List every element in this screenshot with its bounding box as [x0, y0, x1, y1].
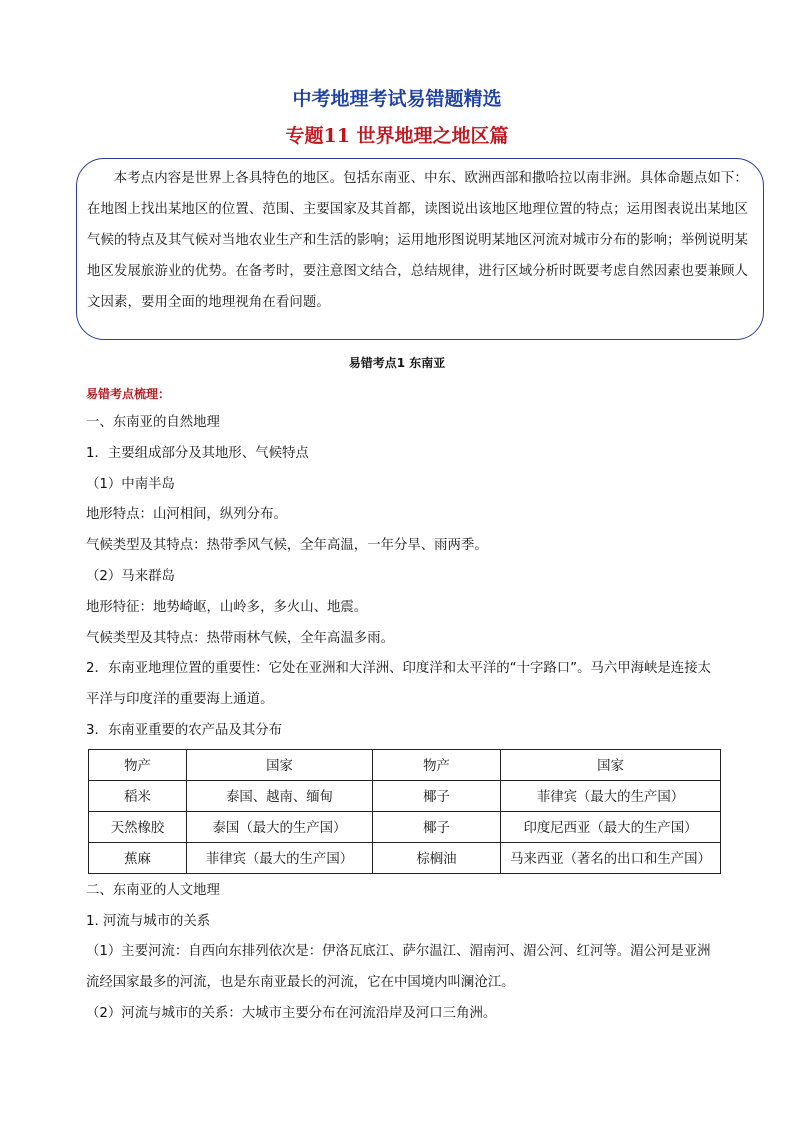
indochina-climate: 气候类型及其特点：热带季风气候，全年高温，一年分旱、雨两季。 [86, 538, 488, 554]
table-cell: 椰子 [373, 811, 501, 842]
table-cell: 泰国（最大的生产国） [187, 811, 373, 842]
agriculture-table [88, 749, 721, 874]
heading-human-geography: 二、东南亚的人文地理 [86, 882, 220, 898]
table-row [89, 811, 721, 842]
table-cell: 菲律宾（最大的生产国） [501, 780, 721, 811]
malay-terrain: 地形特征：地势崎岖，山岭多，多火山、地震。 [86, 599, 368, 615]
heading-natural-geography: 一、东南亚的自然地理 [86, 415, 220, 430]
table-cell: 蕉麻 [89, 842, 187, 873]
item-river-city-relation: （2）河流与城市的关系：大城市主要分布在河流沿岸及河口三角洲。 [86, 1005, 497, 1021]
table-cell: 椰子 [373, 780, 501, 811]
item-agriculture: 3．东南亚重要的农产品及其分布 [86, 722, 282, 738]
table-cell: 天然橡胶 [89, 811, 187, 842]
table-cell: 印度尼西亚（最大的生产国） [501, 811, 721, 842]
document-title: 中考地理考试易错题精选 [292, 88, 502, 110]
subsection-label: 易错考点梳理： [86, 387, 171, 401]
table-row [89, 842, 721, 873]
table-cell: 马来西亚（著名的出口和生产国） [501, 842, 721, 873]
item-malay-archipelago: （2）马来群岛 [86, 568, 175, 584]
table-header-cell: 国家 [501, 749, 721, 780]
item-location-importance: 2．东南亚地理位置的重要性：它处在亚洲和大洋洲、印度洋和太平洋的“十字路口”。马六甲海峡是连接太平洋与印度洋的重要海上通道。 [86, 661, 711, 708]
main-content [86, 380, 720, 1030]
item-indochina: （1）中南半岛 [86, 476, 175, 492]
table-cell: 菲律宾（最大的生产国） [187, 842, 373, 873]
table-header-cell: 物产 [373, 749, 501, 780]
item-main-rivers: （1）主要河流：自西向东排列依次是：伊洛瓦底江、萨尔温江、湄南河、湄公河、红河等。湄公河是亚洲流经国家最多的河流，也是东南亚最长的河流，它在中国境内叫澜沧江。 [86, 944, 711, 991]
document-subtitle: 专题11 世界地理之地区篇 [285, 125, 509, 147]
intro-text: 本考点内容是世界上各具特色的地区。包括东南亚、中东、欧洲西部和撒哈拉以南非洲。具体命题点如下：在地图上找出某地区的位置、范围、主要国家及其首都，读图说出该地区地理位置的特点；运用图表说出某地区气候的特点及其气候对当地农业生产和生活的影响；运用地形图说明某地区河流对城市分布的影响；举例说明某地区发展旅游业的优势。在备考时，要注意图文结合，总结规律，进行区域分析时既要考虑自然因素也要兼顾人文因素，要用全面的地理视角在看问题。 [87, 171, 749, 310]
indochina-terrain: 地形特点：山河相间，纵列分布。 [86, 507, 287, 523]
table-header-cell: 物产 [89, 749, 187, 780]
intro-box [76, 158, 764, 340]
item-components: 1．主要组成部分及其地形、气候特点 [86, 445, 309, 461]
malay-climate: 气候类型及其特点：热带雨林气候，全年高温多雨。 [86, 630, 394, 646]
table-cell: 稻米 [89, 780, 187, 811]
section-heading: 易错考点1 东南亚 [348, 356, 446, 370]
table-header-cell: 国家 [187, 749, 373, 780]
item-rivers-cities: 1. 河流与城市的关系 [86, 913, 211, 929]
table-header-row [89, 749, 721, 780]
table-cell: 泰国、越南、缅甸 [187, 780, 373, 811]
table-cell: 棕榈油 [373, 842, 501, 873]
table-row [89, 780, 721, 811]
